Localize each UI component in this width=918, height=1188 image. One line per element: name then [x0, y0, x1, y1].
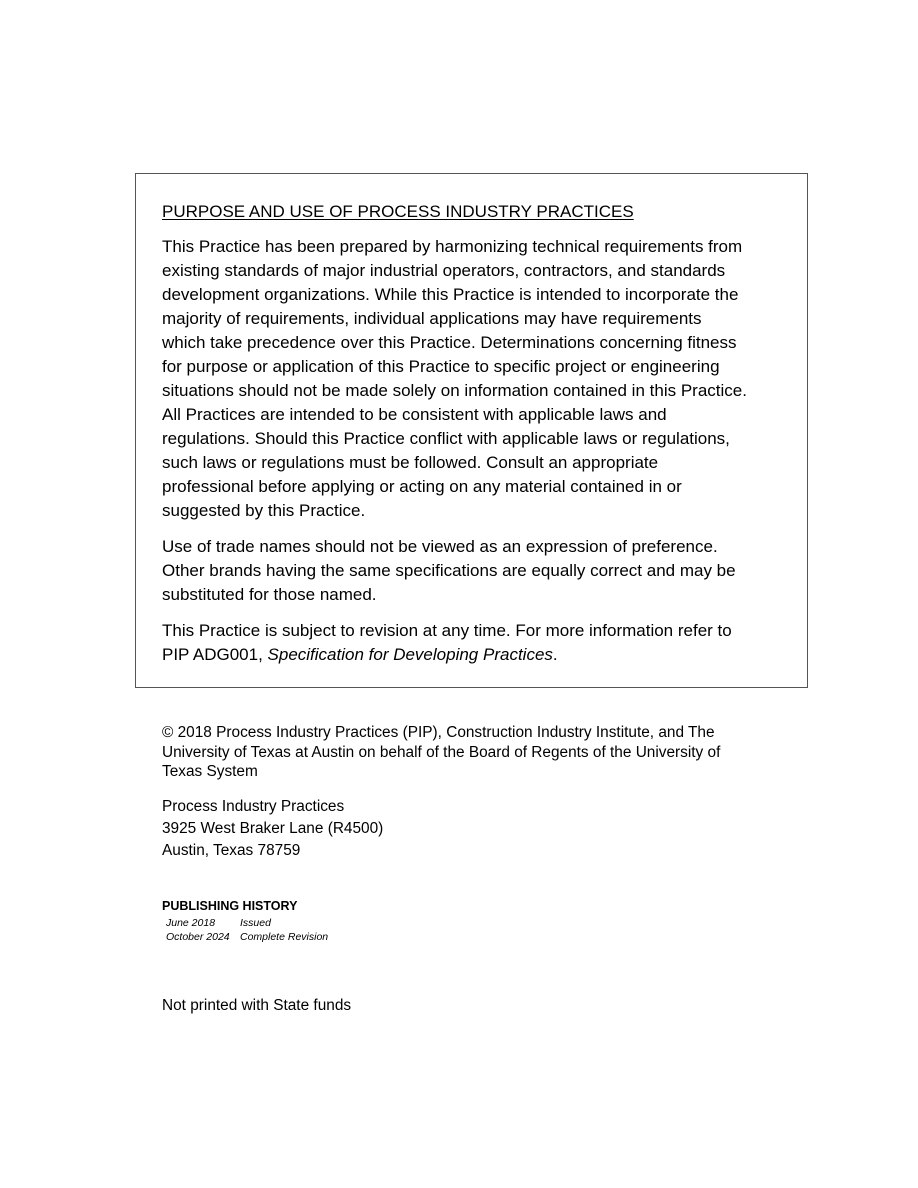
publishing-history-title: PUBLISHING HISTORY	[162, 899, 298, 913]
text-line	[162, 643, 781, 667]
purpose-paragraph-2	[162, 535, 781, 607]
text-line: such laws or regulations must be followed. Consult an appropriate	[162, 453, 659, 472]
text-line: University of Texas at Austin on behalf of the Board of Regents of the University of	[162, 743, 721, 761]
purpose-paragraph-3	[162, 619, 781, 667]
table-row	[166, 916, 328, 930]
address-line: Austin, Texas 78759	[162, 842, 301, 859]
publisher-address	[162, 796, 383, 862]
address-line: 3925 West Braker Lane (R4500)	[162, 820, 384, 837]
history-date: October 2024	[166, 931, 230, 943]
text-line: This Practice is subject to revision at any time. For more information refer to	[162, 621, 732, 640]
purpose-paragraph-1	[162, 235, 781, 523]
history-event: Complete Revision	[240, 931, 329, 943]
publishing-history	[162, 898, 328, 944]
history-date: June 2018	[166, 917, 216, 929]
purpose-heading: PURPOSE AND USE OF PROCESS INDUSTRY PRACTICES	[162, 202, 634, 221]
text-line: Other brands having the same specifications are equally correct and may be	[162, 561, 736, 580]
text-line: © 2018 Process Industry Practices (PIP), Construction Industry Institute, and The	[162, 724, 715, 741]
table-row	[166, 930, 328, 944]
text-line: which take precedence over this Practice. Determinations concerning fitness	[162, 333, 737, 352]
text-line: majority of requirements, individual applications may have requirements	[162, 309, 702, 328]
history-event: Issued	[240, 917, 271, 929]
text-line: Use of trade names should not be viewed as an expression of preference.	[162, 537, 718, 556]
text-line: situations should not be made solely on information contained in this Practice.	[162, 381, 747, 400]
text-line: suggested by this Practice.	[162, 501, 366, 520]
text-line: professional before applying or acting on any material contained in or	[162, 477, 682, 496]
text-line: for purpose or application of this Practice to specific project or engineering	[162, 357, 720, 376]
text-line: All Practices are intended to be consistent with applicable laws and	[162, 405, 667, 424]
purpose-box	[135, 173, 808, 688]
copyright-notice	[162, 723, 720, 782]
address-line: Process Industry Practices	[162, 798, 345, 815]
text-line: regulations. Should this Practice conflict with applicable laws or regulations,	[162, 429, 730, 448]
text-line: Texas System	[162, 763, 258, 780]
publishing-history-table	[166, 916, 328, 944]
text-line: development organizations. While this Practice is intended to incorporate the	[162, 285, 739, 304]
text-line: This Practice has been prepared by harmonizing technical requirements from	[162, 237, 743, 256]
referenced-document-title: Specification for Developing Practices	[267, 645, 553, 664]
text-fragment: PIP ADG001,	[162, 645, 268, 664]
funding-notice: Not printed with State funds	[162, 997, 352, 1014]
text-line: existing standards of major industrial operators, contractors, and standards	[162, 261, 726, 280]
text-fragment: .	[552, 645, 558, 664]
text-line: substituted for those named.	[162, 585, 377, 604]
